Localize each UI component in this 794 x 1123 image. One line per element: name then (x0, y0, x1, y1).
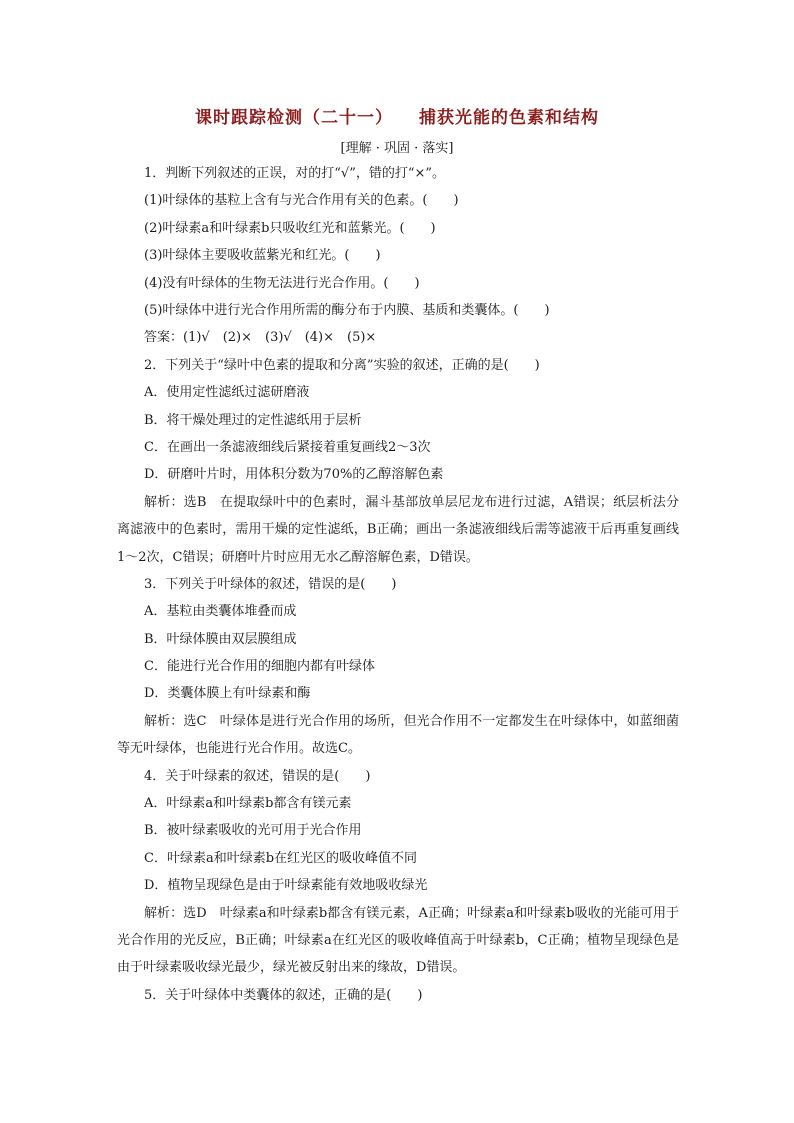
q3-analysis: 解析：选C 叶绿体是进行光合作用的场所，但光合作用不一定都发生在叶绿体中，如蓝细菌等无叶绿体，也能进行光合作用。故选C。 (117, 713, 679, 757)
q3-stem: 3．下列关于叶绿体的叙述，错误的是( ) (144, 576, 397, 592)
q4-option-d: D．植物呈现绿色是由于叶绿素能有效地吸收绿光 (144, 878, 428, 894)
q4-analysis: 解析：选D 叶绿素a和叶绿素b都含有镁元素，A正确；叶绿素a和叶绿素b吸收的光能可用于光合作用的光反应，B正确；叶绿素a在红光区的吸收峰值高于叶绿素b，C正确；植物呈现绿色是由于叶绿素吸收绿光最少，绿光被反射出来的缘故，D错误。 (117, 905, 679, 976)
q3-option-c: C．能进行光合作用的细胞内都有叶绿体 (144, 659, 375, 675)
q1-item-2: (2)叶绿素a和叶绿素b只吸收红光和蓝紫光。( ) (144, 220, 436, 236)
q2-analysis: 解析：选B 在提取绿叶中的色素时，漏斗基部放单层尼龙布进行过滤，A错误；纸层析法分离滤液中的色素时，需用干燥的定性滤纸，B正确；画出一条滤液细线后需等滤液干后再重复画线1～2次，C错误；研磨叶片时应用无水乙醇溶解色素，D错误。 (117, 494, 679, 565)
q3-option-d: D．类囊体膜上有叶绿素和酶 (144, 686, 311, 702)
q2-option-b: B．将干燥处理过的定性滤纸用于层析 (144, 412, 362, 428)
q1-item-1: (1)叶绿体的基粒上含有与光合作用有关的色素。( ) (144, 193, 459, 209)
q3-option-b: B．叶绿体膜由双层膜组成 (144, 631, 297, 647)
q2-option-a: A．使用定性滤纸过滤研磨液 (144, 385, 310, 401)
q4-option-a: A．叶绿素a和叶绿素b都含有镁元素 (144, 796, 352, 812)
q1-item-4: (4)没有叶绿体的生物无法进行光合作用。( ) (144, 275, 420, 291)
q4-stem: 4．关于叶绿素的叙述，错误的是( ) (144, 768, 371, 784)
section-subtitle: [理解 · 巩固 · 落实] (340, 141, 454, 156)
q4-option-b: B．被叶绿素吸收的光可用于光合作用 (144, 823, 362, 839)
q2-option-c: C．在画出一条滤液细线后紧接着重复画线2～3次 (144, 439, 431, 455)
q5-stem: 5．关于叶绿体中类囊体的叙述，正确的是( ) (144, 987, 423, 1003)
q1-item-5: (5)叶绿体中进行光合作用所需的酶分布于内膜、基质和类囊体。( ) (144, 302, 550, 318)
q4-option-c: C．叶绿素a和叶绿素b在红光区的吸收峰值不同 (144, 850, 418, 866)
q2-option-d: D．研磨叶片时，用体积分数为70%的乙醇溶解色素 (144, 467, 444, 483)
q1-item-3: (3)叶绿体主要吸收蓝紫光和红光。( ) (144, 248, 381, 264)
q1-answer: 答案：(1)√ (2)× (3)√ (4)× (5)× (144, 330, 377, 346)
q2-stem: 2．下列关于“绿叶中色素的提取和分离”实验的叙述，正确的是( ) (144, 357, 540, 373)
title-part2: 捕获光能的色素和结构 (419, 108, 599, 128)
title-part1: 课时跟踪检测（二十一） (195, 108, 393, 128)
q1-stem: 1．判断下列叙述的正误，对的打“√”，错的打“×”。 (144, 166, 446, 181)
q3-option-a: A．基粒由类囊体堆叠而成 (144, 604, 297, 620)
question-list (117, 160, 679, 1009)
page-title (0, 103, 794, 128)
